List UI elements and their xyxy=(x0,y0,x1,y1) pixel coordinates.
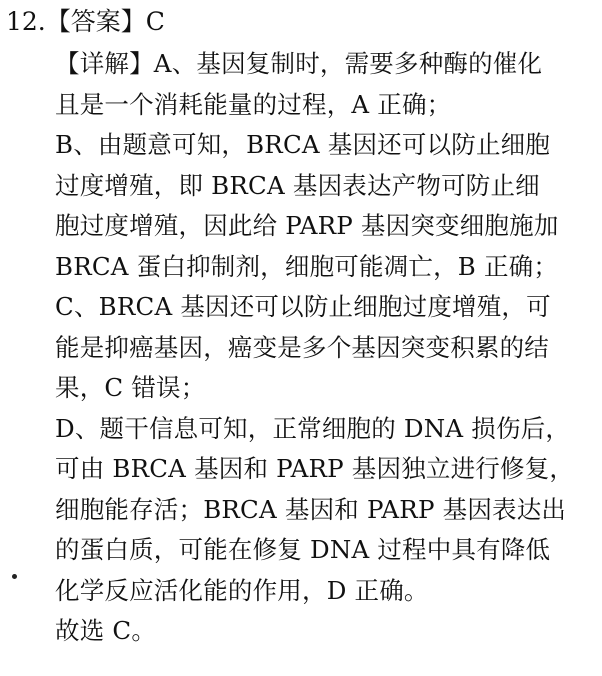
explanation-line: 且是一个消耗能量的过程，A 正确； xyxy=(55,89,452,119)
scan-speck xyxy=(12,574,17,579)
explanation-line: 可由 BRCA 基因和 PARP 基因独立进行修复， xyxy=(55,454,575,483)
explanation-line: 化学反应活化能的作用，D 正确。 xyxy=(55,575,429,605)
explanation-line: 能是抑癌基因，癌变是多个基因突变积累的结 xyxy=(55,332,549,362)
question-header: 12.【答案】C xyxy=(6,7,165,36)
explanation-line: 故选 C。 xyxy=(55,616,157,645)
explanation-line: 果，C 错误； xyxy=(55,373,206,402)
explanation-body xyxy=(55,44,595,652)
explanation-line: 细胞能存活；BRCA 基因和 PARP 基因表达出 xyxy=(55,494,567,524)
explanation-line: 胞过度增殖，因此给 PARP 基因突变细胞施加 xyxy=(55,211,559,240)
explanation-line: 的蛋白质，可能在修复 DNA 过程中具有降低 xyxy=(55,535,551,564)
explanation-line: B、由题意可知，BRCA 基因还可以防止细胞 xyxy=(55,130,551,159)
explanation-line: D、题干信息可知，正常细胞的 DNA 损伤后， xyxy=(55,413,571,443)
explanation-line: 过度增殖，即 BRCA 基因表达产物可防止细 xyxy=(55,170,540,200)
explanation-line: BRCA 蛋白抑制剂，细胞可能凋亡，B 正确； xyxy=(55,251,559,281)
explanation-line: 【详解】A、基因复制时，需要多种酶的催化 xyxy=(55,49,543,78)
explanation-line: C、BRCA 基因还可以防止细胞过度增殖，可 xyxy=(55,292,551,321)
